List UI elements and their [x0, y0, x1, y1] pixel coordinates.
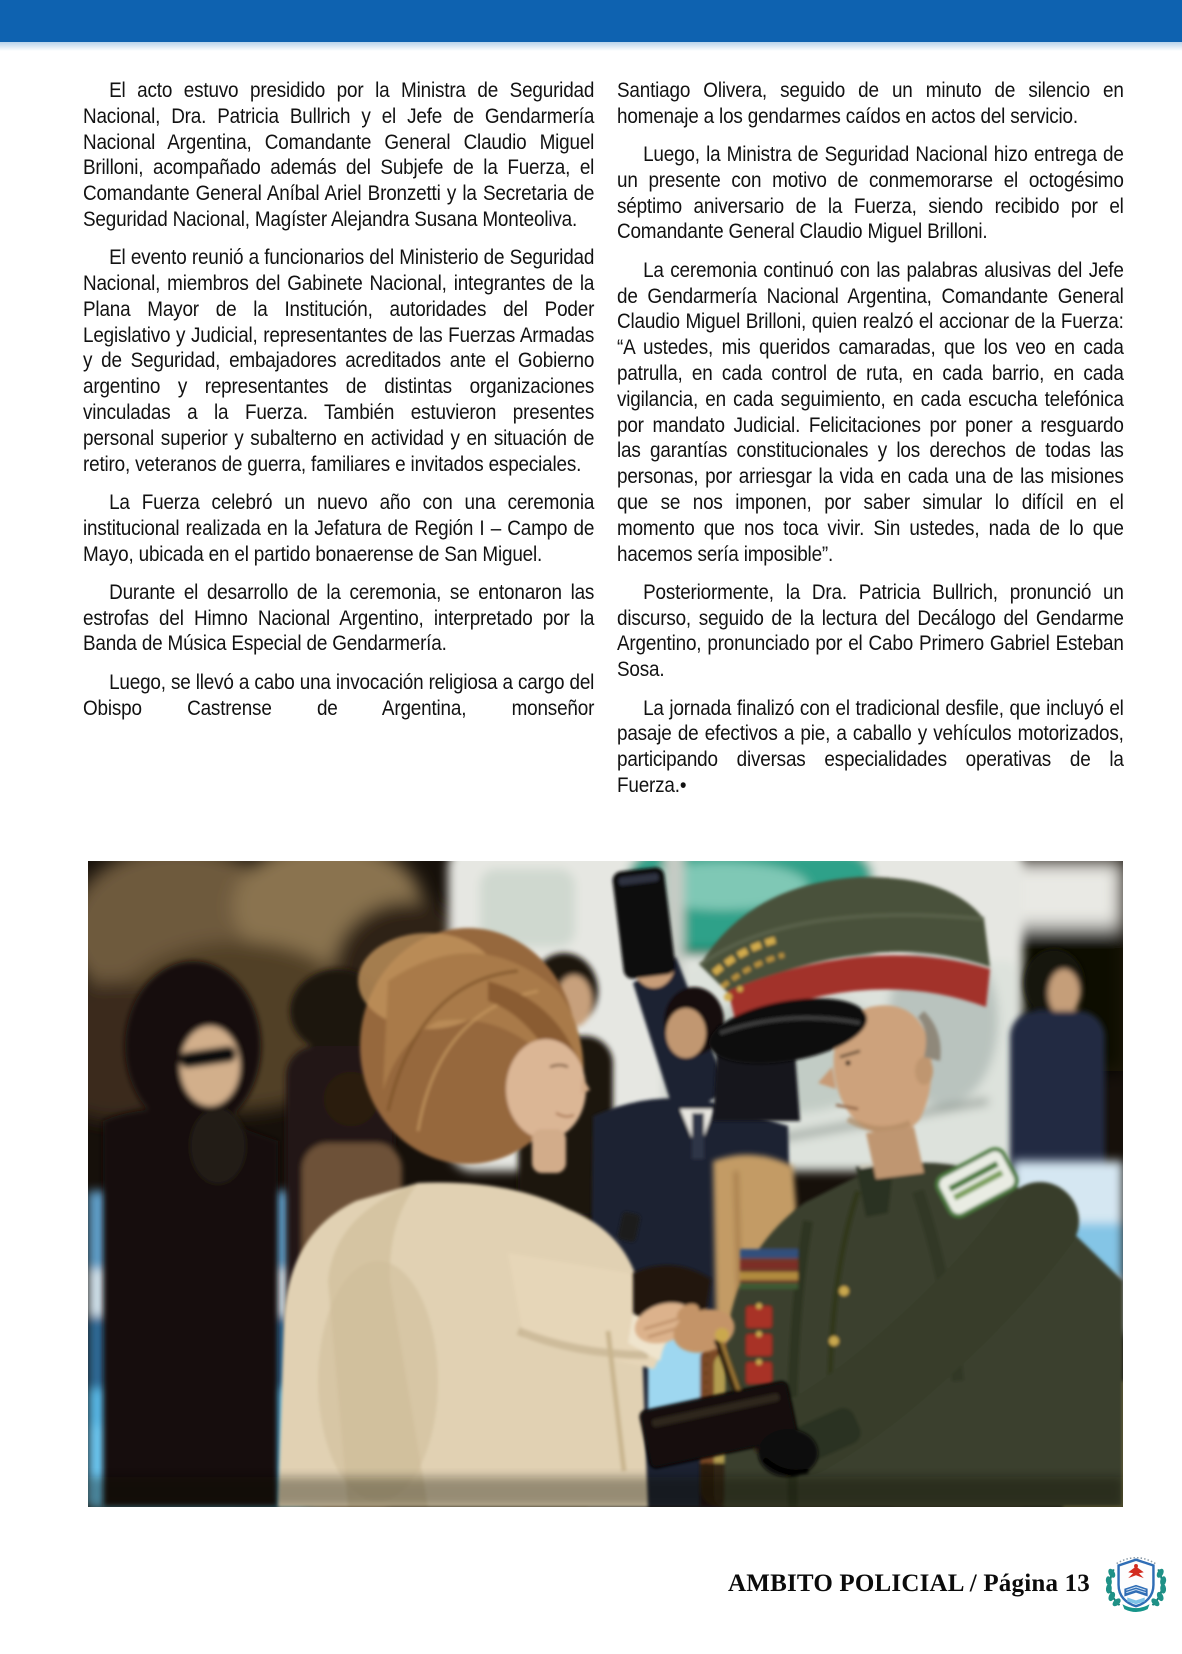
article-column-left: [83, 78, 594, 734]
paragraph: El acto estuvo presidido por la Ministra de Seguridad Nacional, Dra. Patricia Bullrich y el Jefe de Gendarmería Nacional Argentina, Comandante General Claudio Miguel Brilloni, acompañado además del Subjefe de la Fuerza, el Comandante General Aníbal Ariel Bronzetti y la Secretaria de Seguridad Nacional, Magíster Alejandra Susana Monteoliva.: [83, 79, 595, 231]
ambito-policial-crest-logo: [1102, 1550, 1170, 1617]
paragraph: Durante el desarrollo de la ceremonia, se entonaron las estrofas del Himno Nacional Argentino, interpretado por la Banda de Música Especial de Gendarmería.: [83, 580, 595, 656]
page-footer: [0, 1550, 1170, 1617]
paragraph: El evento reunió a funcionarios del Ministerio de Seguridad Nacional, miembros del Gabinete Nacional, integrantes de la Plana Mayor de la Institución, autoridades del Poder Legislativo y Judicial, representantes de las Fuerzas Armadas y de Seguridad, embajadores acreditados ante el Gobierno argentino y representantes de distintas organizaciones vinculadas a la Fuerza. También estuvieron presentes personal superior y subalterno en actividad y en situación de retiro, veteranos de guerra, familiares e invitados especiales.: [83, 246, 595, 476]
paragraph: Luego, se llevó a cabo una invocación religiosa a cargo del Obispo Castrense de Argentina, monseñor: [83, 670, 595, 720]
ceremony-photo: [88, 861, 1123, 1507]
paragraph: Posteriormente, la Dra. Patricia Bullrich, pronunció un discurso, seguido de la lectura del Decálogo del Gendarme Argentino, pronunciado por el Cabo Primero Gabriel Esteban Sosa.: [617, 580, 1124, 682]
footer-page-label: AMBITO POLICIAL / Página 13: [728, 1569, 1090, 1597]
paragraph: Luego, la Ministra de Seguridad Nacional hizo entrega de un presente con motivo de conmemorarse el octogésimo séptimo aniversario de la Fuerza, siendo recibido por el Comandante General Claudio Miguel Brilloni.: [617, 143, 1124, 244]
top-bar-fade: [0, 42, 1182, 51]
paragraph: La jornada finalizó con el tradicional desfile, que incluyó el pasaje de efectivos a pie, a caballo y vehículos motorizados, participando diversas especialidades operativas de la Fuerza.•: [617, 696, 1124, 797]
article-column-right: [617, 78, 1124, 811]
paragraph: La ceremonia continuó con las palabras alusivas del Jefe de Gendarmería Nacional Argentina, Comandante General Claudio Miguel Brilloni, quien realzó el accionar de la Fuerza: “A ustedes, mis queridos camaradas, que los veo en cada patrulla, en cada control de ruta, en cada barrio, en cada vigilancia, en cada seguimiento, en cada escucha telefónica por mandato Judicial. Felicitaciones por poner a resguardo las garantías constitucionales y los derechos de todas las personas, por arriesgar la vida en cada una de las misiones que se nos imponen, por saber simular lo difícil en el momento que nos toca vivir. Sin ustedes, nada de lo que hacemos sería imposible”.: [617, 258, 1124, 566]
paragraph: Santiago Olivera, seguido de un minuto de silencio en homenaje a los gendarmes caídos en actos del servicio.: [617, 79, 1124, 128]
paragraph: La Fuerza celebró un nuevo año con una ceremonia institucional realizada en la Jefatura de Región I – Campo de Mayo, ubicada en el partido bonaerense de San Miguel.: [83, 490, 595, 566]
top-blue-bar: [0, 0, 1182, 42]
